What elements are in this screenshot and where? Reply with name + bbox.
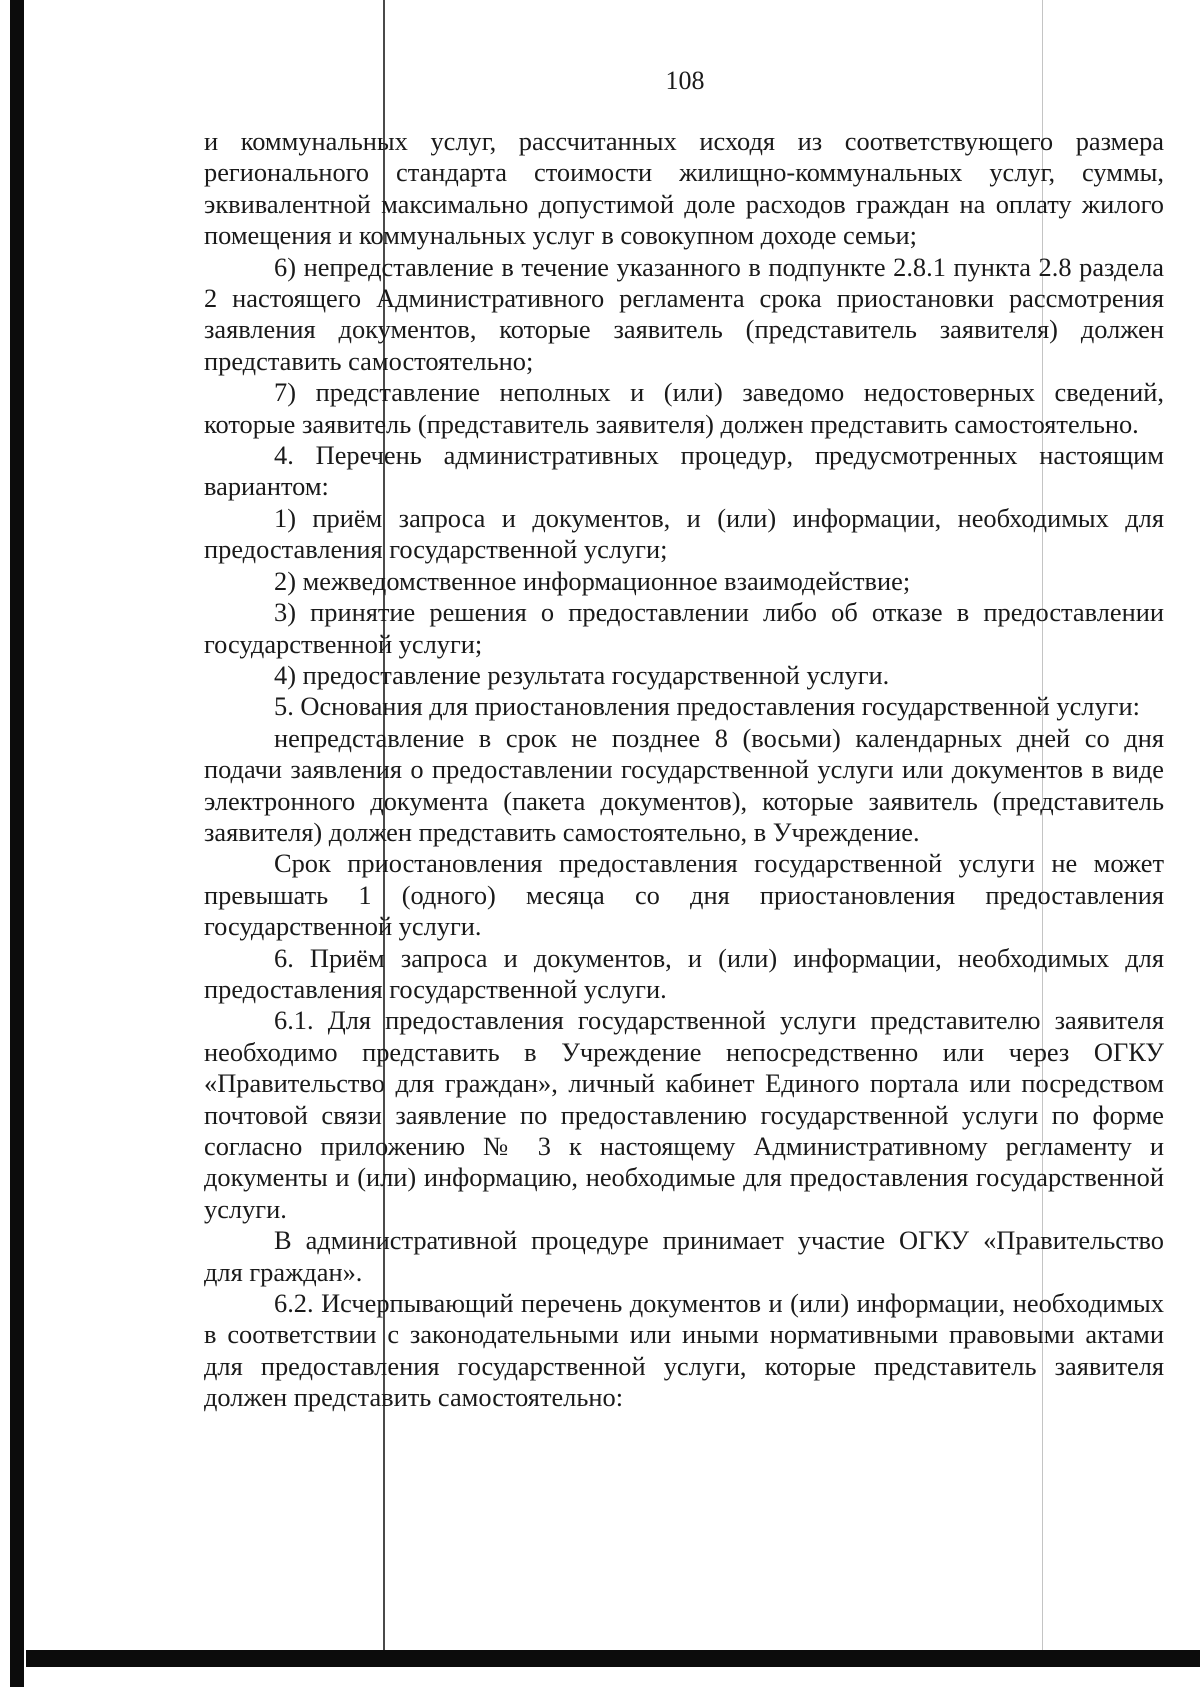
paragraph: и коммунальных услуг, рассчитанных исходя из соответствующего размера регионального стандарта стоимости жилищно-коммунальных услуг, суммы, эквивалентной максимально допустимой доле расходов граждан на оплату жилого помещения и коммунальных услуг в совокупном доходе семьи;	[204, 126, 1164, 251]
paragraph: В административной процедуре принимает участие ОГКУ «Правительство для граждан».	[204, 1225, 1164, 1287]
paragraph: 6. Приём запроса и документов, и (или) информации, необходимых для предоставления государственной услуги.	[204, 942, 1164, 1004]
paragraph: 2) межведомственное информационное взаимодействие;	[274, 565, 911, 596]
paragraph: 7) представление неполных и (или) заведомо недостоверных сведений, которые заявитель (представитель заявителя) должен представить самостоятельно.	[204, 377, 1164, 439]
paragraph: 6.1. Для предоставления государственной услуги представителю заявителя необходимо представить в Учреждение непосредственно или через ОГКУ «Правительство для граждан», личный кабинет Единого портала или посредством почтовой связи заявление по предоставлению государственной услуги по форме согласно приложению № 3 к настоящему Административному регламенту и документы и (или) информацию, необходимые для предоставления государственной услуги.	[204, 1005, 1164, 1224]
paragraph: Срок приостановления предоставления государственной услуги не может превышать 1 (одного) месяца со дня приостановления предоставления государственной услуги.	[204, 848, 1164, 942]
paragraph: 5. Основания для приостановления предоставления государственной услуги:	[274, 691, 1140, 722]
scan-edge-left	[10, 0, 24, 1687]
scan-edge-bottom	[26, 1650, 1200, 1667]
paragraph: 1) приём запроса и документов, и (или) информации, необходимых для предоставления государственной услуги;	[204, 502, 1164, 565]
paragraph: 6.2. Исчерпывающий перечень документов и (или) информации, необходимых в соответствии с законодательными или иными нормативными правовыми актами для предоставления государственной услуги, которые представитель заявителя должен представить самостоятельно:	[204, 1288, 1164, 1413]
paragraph: 4) предоставление результата государственной услуги.	[274, 659, 890, 690]
page-number: 108	[665, 66, 705, 95]
paragraph: 4. Перечень административных процедур, предусмотренных настоящим вариантом:	[204, 440, 1164, 502]
paragraph: 6) непредставление в течение указанного в подпункте 2.8.1 пункта 2.8 раздела 2 настоящего Административного регламента срока приостановки рассмотрения заявления документов, которые заявитель (представитель заявителя) должен представить самостоятельно;	[204, 251, 1164, 376]
document-body	[204, 126, 1164, 1414]
paragraph: непредставление в срок не позднее 8 (восьми) календарных дней со дня подачи заявления о предоставлении государственной услуги или документов в виде электронного документа (пакета документов), которые заявитель (представитель заявителя) должен представить самостоятельно, в Учреждение.	[204, 722, 1164, 847]
paragraph: 3) принятие решения о предоставлении либо об отказе в предоставлении государственной услуги;	[204, 597, 1164, 659]
